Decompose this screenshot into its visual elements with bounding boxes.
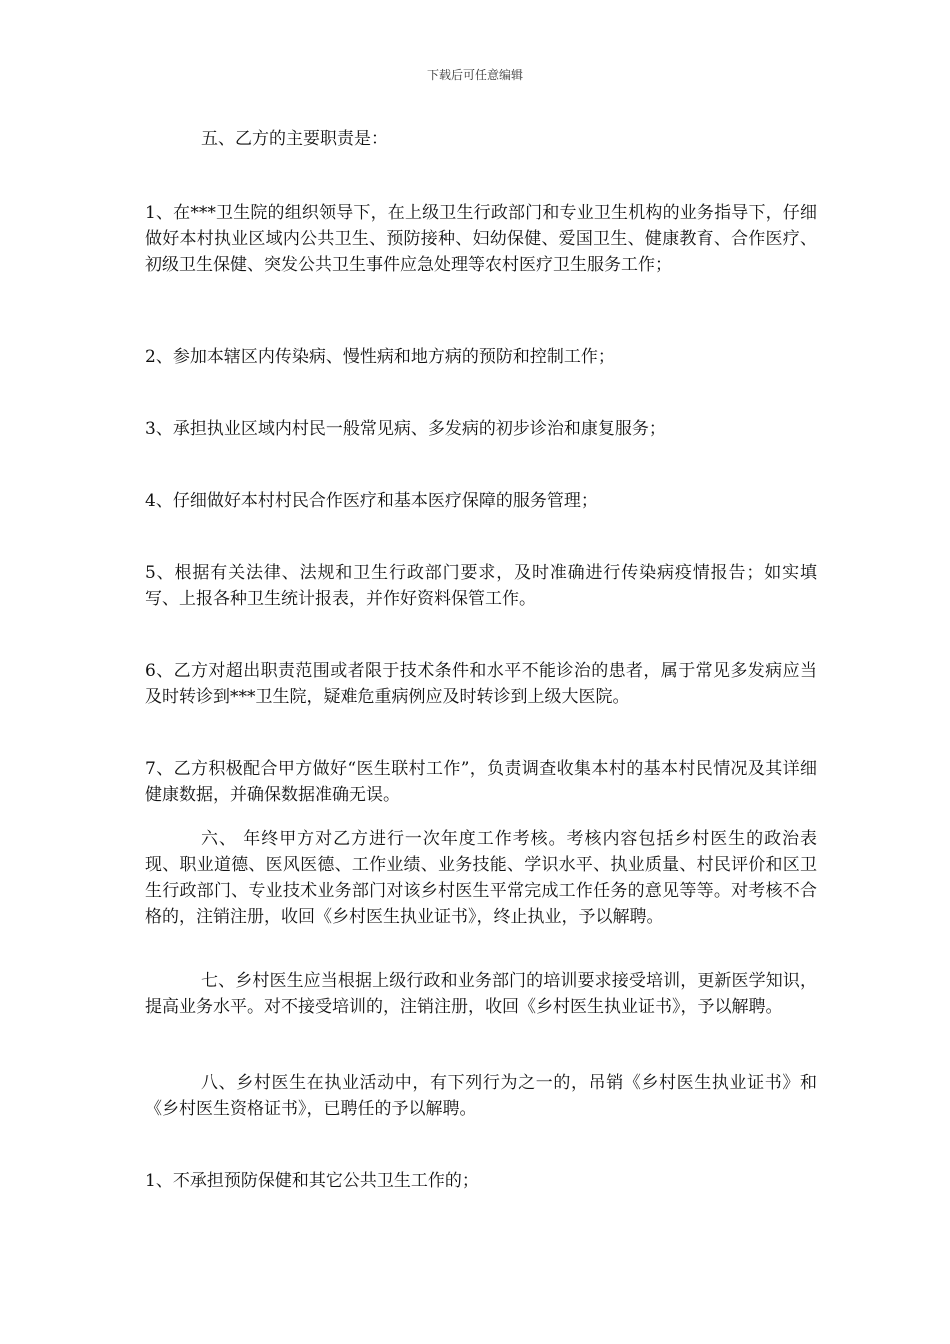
section-5-item-1: 1、在***卫生院的组织领导下，在上级卫生行政部门和专业卫生机构的业务指导下，仔细做好本村执业区域内公共卫生、预防接种、妇幼保健、爱国卫生、健康教育、合作医疗、初级卫生保健、突发公共卫生事件应急处理等农村医疗卫生服务工作； <box>145 203 817 275</box>
section-5-title: 五、乙方的主要职责是： <box>201 129 388 149</box>
section-7-paragraph: 七、乡村医生应当根据上级行政和业务部门的培训要求接受培训，更新医学知识，提高业务水平。对不接受培训的，注销注册，收回《乡村医生执业证书》，予以解聘。 <box>145 971 817 1017</box>
section-8-paragraph: 八、乡村医生在执业活动中，有下列行为之一的，吊销《乡村医生执业证书》和《乡村医生资格证书》，已聘任的予以解聘。 <box>145 1073 817 1119</box>
section-6-paragraph: 六、 年终甲方对乙方进行一次年度工作考核。考核内容包括乡村医生的政治表现、职业道德、医风医德、工作业绩、业务技能、学识水平、执业质量、村民评价和区卫生行政部门、专业技术业务部门对该乡村医生平常完成工作任务的意见等等。对考核不合格的，注销注册，收回《乡村医生执业证书》，终止执业，予以解聘。 <box>145 829 817 927</box>
section-5-item-4: 4、仔细做好本村村民合作医疗和基本医疗保障的服务管理； <box>145 491 598 511</box>
header-note: 下载后可任意编辑 <box>426 68 523 82</box>
section-8-item-1: 1、不承担预防保健和其它公共卫生工作的； <box>145 1171 479 1191</box>
section-5-item-2: 2、参加本辖区内传染病、慢性病和地方病的预防和控制工作； <box>145 347 615 367</box>
section-5-item-7: 7、乙方积极配合甲方做好“医生联村工作”，负责调查收集本村的基本村民情况及其详细健康数据，并确保数据准确无误。 <box>145 759 817 805</box>
section-5-item-6: 6、乙方对超出职责范围或者限于技术条件和水平不能诊治的患者，属于常见多发病应当及时转诊到***卫生院，疑难危重病例应及时转诊到上级大医院。 <box>145 661 817 707</box>
section-5-item-3: 3、承担执业区域内村民一般常见病、多发病的初步诊治和康复服务； <box>145 419 666 439</box>
section-5-item-5: 5、根据有关法律、法规和卫生行政部门要求，及时准确进行传染病疫情报告；如实填写、上报各种卫生统计报表，并作好资料保管工作。 <box>145 563 817 609</box>
